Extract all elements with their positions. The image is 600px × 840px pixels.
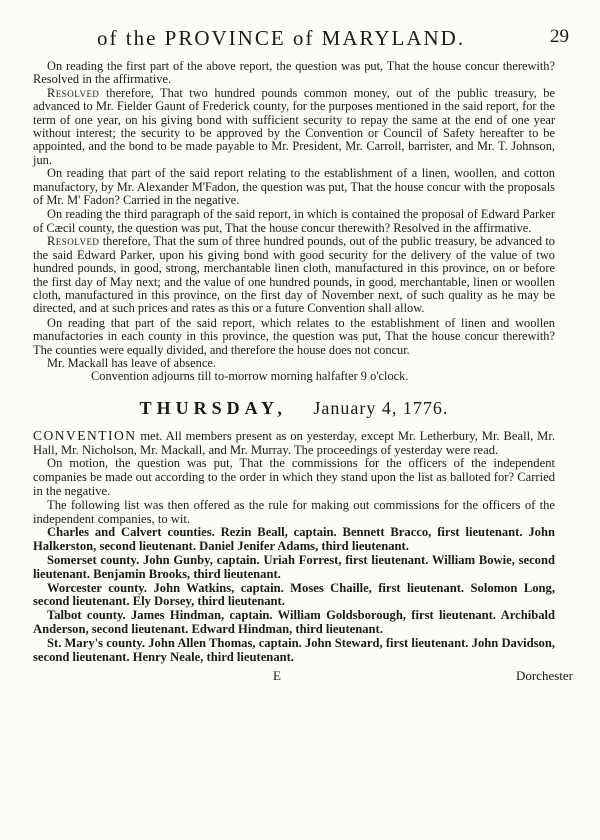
day-name: THURSDAY, [139, 397, 287, 418]
proceedings-part-two [33, 429, 555, 665]
paragraph: Mr. Mackall has leave of absence. [47, 355, 216, 370]
day-date: January 4, 1776. [313, 397, 449, 418]
paragraph: The following list was then offered as the rule for making out commissions for the officers of the independent companies, to wit. [33, 497, 555, 526]
officer-list-entry: Charles and Calvert counties. Rezin Beall, captain. Bennett Bracco, first lieutenant. John Halkerston, second lieutenant. Daniel Jenifer Adams, third lieutenant. [33, 525, 555, 554]
running-head [33, 26, 569, 54]
adjournment-line: Convention adjourns till to-morrow morning halfafter 9 o'clock. [91, 369, 409, 384]
proceedings-part-one [33, 60, 555, 384]
paragraph: On reading the third paragraph of the said report, in which is contained the proposal of Edward Parker of Cæcil county, the question was put, That the house concur therewith? Resolved in the affirmative. [33, 207, 555, 235]
convention-lead: CONVENTION [33, 427, 137, 443]
paragraph-text: therefore, That the sum of three hundred pounds, out of the public treasury, be advanced to the said Edward Parker, upon his giving bond with good security for the delivery of the value of two hundred pounds, in good, strong, merchantable linen cloth, manufactured in this province, on or before the first day of May next; and the value of one hundred pounds, in good, merchantable, linen or woollen cloth, manufactured in this province, on the first day of November next, of such quality as he may be directed, and at such prices and rates as this or a future Convention shall allow. [33, 234, 555, 316]
paragraph [33, 429, 555, 458]
catchword: Dorchester [515, 668, 573, 684]
paragraph-text: therefore, That two hundred pounds common money, out of the public treasury, be advanced to Mr. Fielder Gaunt of Frederick county, for the purposes mentioned in the said report, for the term of one year, on his giving bond with sufficient security to repay the same at the end of one year without interest; the security to be approved by the Convention or Council of Safety hereafter to be appointed, and the bond to be made payable to Mr. President, Mr. Carroll, barrister, and Mr. T. Johnson, jun. [33, 85, 555, 167]
page-number: 29 [550, 26, 569, 47]
resolved-lead: Resolved [47, 234, 100, 249]
paragraph-text: met. All members present as on yesterday, except Mr. Letherbury, Mr. Beall, Mr. Hall, Mr. Nicholson, Mr. Mackall, and Mr. Murray. The proceedings of yesterday were read. [33, 428, 555, 457]
paragraph [33, 235, 555, 315]
page-footer [33, 668, 573, 684]
resolved-lead: Resolved [47, 85, 100, 100]
paragraph [33, 87, 555, 167]
document-page [33, 26, 573, 684]
paragraph: On reading the first part of the above report, the question was put, That the house concur therewith? Resolved in the affirmative. [33, 59, 555, 87]
paragraph: On motion, the question was put, That the commissions for the officers of the independent companies be made out according to the order in which they stand upon the list as balloted for? Carried in the negative. [33, 456, 555, 498]
signature-mark: E [273, 668, 281, 684]
running-title: of the PROVINCE of MARYLAND. [97, 26, 466, 50]
paragraph: On reading that part of the said report, which relates to the establishment of linen and woollen manufactories in each county in this province, the question was put, That the house concur therewith? The counties were equally divided, and therefore the house does not concur. [33, 315, 555, 357]
officer-list-entry: Somerset county. John Gunby, captain. Uriah Forrest, first lieutenant. William Bowie, second lieutenant. Benjamin Brooks, third lieutenant. [33, 552, 555, 581]
officer-list-entry: Talbot county. James Hindman, captain. William Goldsborough, first lieutenant. Archibald Anderson, second lieutenant. Edward Hindman, third lieutenant. [33, 608, 555, 636]
officer-list-entry: Worcester county. John Watkins, captain. Moses Chaille, first lieutenant. Solomon Long, second lieutenant. Ely Dorsey, third lieutenant. [33, 580, 555, 609]
day-heading [33, 398, 555, 419]
officer-list-entry: St. Mary's county. John Allen Thomas, captain. John Steward, first lieutenant. John Davidson, second lieutenant. Henry Neale, third lieutenant. [33, 635, 555, 664]
paragraph: On reading that part of the said report relating to the establishment of a linen, woollen, and cotton manufactory, by Mr. Alexander M'Fadon, the question was put, That the house concur with the proposals of Mr. M' Fadon? Carried in the negative. [33, 166, 555, 208]
